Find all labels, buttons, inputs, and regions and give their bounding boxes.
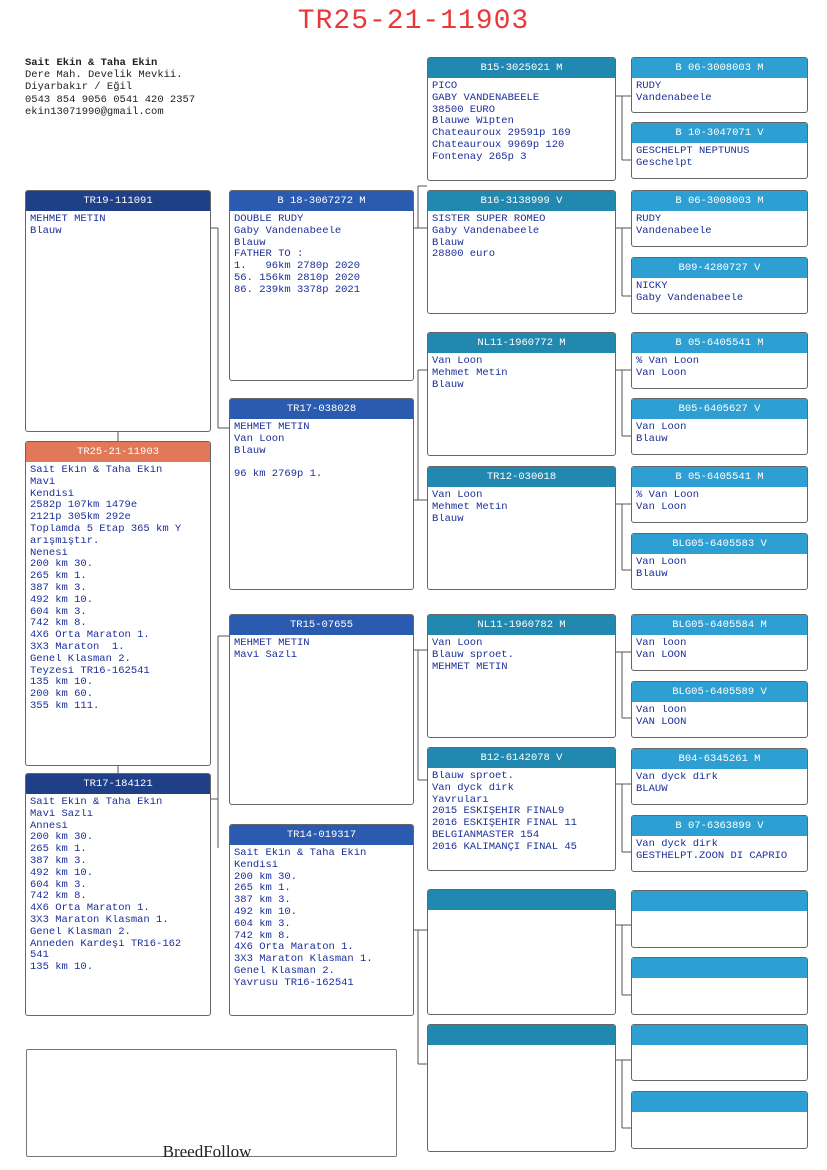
card-line: SISTER SUPER ROMEO xyxy=(432,214,546,225)
card-body xyxy=(632,1045,807,1048)
card-line: Van LOON xyxy=(636,649,687,661)
pedigree-card-ddss[interactable] xyxy=(631,890,808,948)
card-line: 2015 ESKİŞEHİR FİNAL9 xyxy=(432,806,565,818)
card-line: 86. 239km 3378p 2021 xyxy=(234,284,361,296)
card-line: GABY VANDENABEELE xyxy=(432,92,540,104)
card-body xyxy=(632,78,807,105)
card-body xyxy=(632,978,807,981)
card-line: Genel Klasman 2. xyxy=(30,653,131,665)
ring-number xyxy=(428,1025,615,1045)
card-line: 492 km 10. xyxy=(234,906,298,918)
ring-number: TR12-030018 xyxy=(428,467,615,487)
card-line: Blauw xyxy=(30,225,62,237)
card-line: VAN LOON xyxy=(636,716,687,728)
ring-number xyxy=(632,958,807,978)
card-line: 2582p 107km 1479e xyxy=(30,500,138,512)
ring-number: B 07-6363899 V xyxy=(632,816,807,836)
card-body xyxy=(428,353,615,391)
pedigree-card-sdd[interactable] xyxy=(427,466,616,590)
card-line: % Van Loon xyxy=(636,490,700,501)
card-line: 1. 96km 2780p 2020 xyxy=(234,261,361,273)
card-body xyxy=(428,1045,615,1048)
pedigree-card-subject[interactable] xyxy=(25,441,211,766)
card-line: 28800 euro xyxy=(432,249,496,261)
owner-email[interactable]: ekin13071990@gmail.com xyxy=(25,105,164,118)
card-line: Van loon xyxy=(636,638,687,649)
card-line: 4X6 Orta Maraton 1. xyxy=(30,630,150,642)
card-body xyxy=(26,211,210,238)
pedigree-card-sss[interactable] xyxy=(427,57,616,181)
card-line: Van Loon xyxy=(636,367,687,379)
ring-number: BLG05-6405583 V xyxy=(632,534,807,554)
card-line: NICKY xyxy=(636,281,668,292)
card-body xyxy=(26,794,210,974)
ring-number: B05-6405627 V xyxy=(632,399,807,419)
card-line: Van Loon xyxy=(432,638,483,649)
card-line: 38500 EURO xyxy=(432,104,496,116)
card-line: Van dyck dirk xyxy=(636,772,718,783)
pedigree-card-dam-sire[interactable] xyxy=(229,614,414,805)
card-line: Mavi xyxy=(30,476,56,488)
card-body xyxy=(428,78,615,164)
card-line xyxy=(234,457,409,469)
card-line: Blauw xyxy=(636,568,668,580)
card-line: 3X3 Maraton 1. xyxy=(30,641,125,653)
pedigree-card-sds[interactable] xyxy=(427,332,616,456)
card-line: 4X6 Orta Maraton 1. xyxy=(30,903,150,915)
card-line: Van dyck dirk xyxy=(636,839,718,850)
card-body xyxy=(632,211,807,238)
pedigree-card-ssd[interactable] xyxy=(427,190,616,314)
card-line: 604 km 3. xyxy=(30,606,87,618)
card-body xyxy=(428,487,615,525)
card-line: 200 km 30. xyxy=(30,832,94,844)
card-line: Genel Klasman 2. xyxy=(30,926,131,938)
card-line: 387 km 3. xyxy=(30,855,87,867)
ring-number: NL11-1960782 M xyxy=(428,615,615,635)
pedigree-card-dssd[interactable] xyxy=(631,681,808,738)
card-body xyxy=(230,635,413,662)
card-line: Van Loon xyxy=(636,501,687,513)
pedigree-card-ssds[interactable] xyxy=(631,190,808,247)
card-line: 604 km 3. xyxy=(234,918,291,930)
ring-number: BLG05-6405589 V xyxy=(632,682,807,702)
card-line: 387 km 3. xyxy=(30,582,87,594)
ring-number: B 05-6405541 M xyxy=(632,333,807,353)
card-line: 56. 156km 2810p 2020 xyxy=(234,272,361,284)
card-line: Sait Ekin & Taha Ekin xyxy=(30,797,163,808)
ring-number: B12-6142078 V xyxy=(428,748,615,768)
card-line: Anneden Kardeşi TR16-162 xyxy=(30,938,182,950)
card-line: Yavrusu TR16-162541 xyxy=(234,977,354,989)
card-line: 604 km 3. xyxy=(30,879,87,891)
ring-number: TR25-21-11903 xyxy=(26,442,210,462)
card-line: Blauw sproet. xyxy=(432,649,514,661)
card-body xyxy=(632,278,807,305)
card-line: PICO xyxy=(432,81,458,92)
ring-number: TR15-07655 xyxy=(230,615,413,635)
card-line: 742 km 8. xyxy=(30,891,87,903)
ring-number xyxy=(632,1092,807,1112)
card-body xyxy=(632,353,807,380)
card-line: Gaby Vandenabeele xyxy=(234,225,342,237)
card-body xyxy=(632,419,807,446)
card-line: Nenesi xyxy=(30,547,68,559)
card-line: 2016 KALİMANÇİ FİNAL 45 xyxy=(432,841,577,853)
card-line: 200 km 30. xyxy=(30,559,94,571)
pedigree-card-dsss[interactable] xyxy=(631,614,808,671)
card-line: Gaby Vandenabeele xyxy=(636,292,744,304)
card-line: 387 km 3. xyxy=(234,895,291,907)
pedigree-card-sdsd[interactable] xyxy=(631,398,808,455)
card-line: Teyzesi TR16-162541 xyxy=(30,665,150,677)
card-line: GESTHELPT.ZOON DI CAPRIO xyxy=(636,850,788,862)
card-line: 3X3 Maraton Klasman 1. xyxy=(234,954,373,966)
card-line: RUDY xyxy=(636,81,662,92)
card-line: MEHMET METİN xyxy=(234,422,310,433)
card-body xyxy=(632,143,807,170)
card-line: 492 km 10. xyxy=(30,594,94,606)
card-line: 355 km 111. xyxy=(30,700,100,712)
card-line: Chateauroux 9969p 120 xyxy=(432,139,565,151)
card-line: MEHMET METİN xyxy=(234,638,310,649)
pedigree-card-sdss[interactable] xyxy=(631,332,808,389)
card-line: arışmıştır. xyxy=(30,535,100,547)
card-line: BELGİANMASTER 154 xyxy=(432,829,540,841)
pedigree-card-dss[interactable] xyxy=(427,614,616,738)
card-line: DOUBLE RUDY xyxy=(234,214,304,225)
card-body xyxy=(632,911,807,914)
card-line: 3X3 Maraton Klasman 1. xyxy=(30,914,169,926)
brand-footer: BreedFollow xyxy=(162,1142,252,1161)
card-line: Sait Ekin & Taha Ekin xyxy=(30,465,163,476)
card-body xyxy=(230,419,413,481)
card-line: BLAUW xyxy=(636,783,668,795)
card-body xyxy=(632,635,807,662)
card-body xyxy=(632,836,807,863)
card-line: Van dyck dirk xyxy=(432,782,514,794)
pedigree-title: TR25-21-11903 xyxy=(297,6,530,37)
card-line: 742 km 8. xyxy=(30,618,87,630)
pedigree-card-sire-sire[interactable] xyxy=(229,190,414,381)
card-line: Blauwe Wipten xyxy=(432,116,514,128)
card-line: 2121p 305km 292e xyxy=(30,512,131,524)
owner-name: Sait Ekin & Taha Ekin xyxy=(25,57,158,69)
card-line: Van Loon xyxy=(636,422,687,433)
card-body xyxy=(26,462,210,713)
ring-number xyxy=(632,1025,807,1045)
card-line: Fontenay 265p 3 xyxy=(432,151,527,163)
ring-number: B15-3025021 M xyxy=(428,58,615,78)
card-line: % Van Loon xyxy=(636,356,700,367)
card-line: Blauw xyxy=(432,513,464,525)
ring-number: BLG05-6405584 M xyxy=(632,615,807,635)
card-line: Mehmet Metin xyxy=(432,367,508,379)
ring-number: B 05-6405541 M xyxy=(632,467,807,487)
owner-phone: 0543 854 9056 0541 420 2357 xyxy=(25,93,196,106)
card-body xyxy=(632,702,807,729)
owner-address-line1: Dere Mah. Develik Mevkii. xyxy=(25,69,183,82)
pedigree-card-ddsd[interactable] xyxy=(631,957,808,1015)
pedigree-card-sddd[interactable] xyxy=(631,533,808,590)
card-line: Van Loon xyxy=(636,557,687,568)
ring-number: B 18-3067272 M xyxy=(230,191,413,211)
ring-number: B 06-3008003 M xyxy=(632,58,807,78)
pedigree-card-dam[interactable] xyxy=(25,773,211,1016)
card-line: 265 km 1. xyxy=(234,883,291,895)
card-line: Yavruları xyxy=(432,794,489,806)
card-body xyxy=(230,211,413,297)
card-line: Kendisi xyxy=(234,859,279,871)
ring-number xyxy=(428,890,615,910)
card-line: 96 km 2769p 1. xyxy=(234,469,323,481)
card-line: 4X6 Orta Maraton 1. xyxy=(234,942,354,954)
ring-number: B16-3138999 V xyxy=(428,191,615,211)
card-line: Blauw xyxy=(636,433,668,445)
card-body xyxy=(632,554,807,581)
pedigree-card-dsd[interactable] xyxy=(427,747,616,871)
card-line: 135 km 10. xyxy=(30,677,94,689)
card-line: Blauw xyxy=(432,237,464,249)
pedigree-card-ddds[interactable] xyxy=(631,1024,808,1081)
ring-number: NL11-1960772 M xyxy=(428,333,615,353)
pedigree-card-dddd[interactable] xyxy=(631,1091,808,1149)
card-line: 492 km 10. xyxy=(30,867,94,879)
pedigree-card-ssss[interactable] xyxy=(631,57,808,113)
card-line: GESCHELPT NEPTUNUS xyxy=(636,146,750,157)
card-line: Toplamda 5 Etap 365 km Y xyxy=(30,523,182,535)
pedigree-card-ssdd[interactable] xyxy=(631,257,808,314)
card-line: Blauw sproet. xyxy=(432,771,514,782)
card-line: Blauw xyxy=(234,237,266,249)
pedigree-card-dsdd[interactable] xyxy=(631,815,808,872)
card-body xyxy=(428,768,615,854)
ring-number: TR19-111091 xyxy=(26,191,210,211)
card-body xyxy=(428,211,615,261)
card-line: Mavi Sazlı xyxy=(234,649,298,661)
card-line: RUDY xyxy=(636,214,662,225)
card-line: Mavi Sazlı xyxy=(30,808,94,820)
pedigree-card-sssd[interactable] xyxy=(631,122,808,179)
card-line: 265 km 1. xyxy=(30,844,87,856)
notes-box[interactable] xyxy=(26,1049,397,1157)
card-line: Vandenabeele xyxy=(636,225,712,237)
card-line: Geschelpt xyxy=(636,157,693,169)
card-line: 2016 ESKİŞEHİR FİNAL 11 xyxy=(432,818,577,830)
card-line: 265 km 1. xyxy=(30,571,87,583)
card-line: Chateauroux 29591p 169 xyxy=(432,128,571,140)
card-line: 541 xyxy=(30,950,49,962)
card-line: 135 km 10. xyxy=(30,962,94,974)
ring-number: B 06-3008003 M xyxy=(632,191,807,211)
pedigree-card-dsds[interactable] xyxy=(631,748,808,805)
card-line: Kendisi xyxy=(30,488,75,500)
card-line: Mehmet Metin xyxy=(432,501,508,513)
pedigree-card-dam-dam[interactable] xyxy=(229,824,414,1016)
ring-number: TR14-019317 xyxy=(230,825,413,845)
card-body xyxy=(230,845,413,990)
card-line: Van Loon xyxy=(234,433,285,445)
ring-number xyxy=(632,891,807,911)
card-body xyxy=(428,635,615,673)
pedigree-card-sire[interactable] xyxy=(25,190,211,432)
pedigree-card-ddd[interactable] xyxy=(427,1024,616,1152)
card-line: MEHMET METİN xyxy=(432,661,508,673)
card-line: Genel Klasman 2. xyxy=(234,965,335,977)
card-line: Van loon xyxy=(636,705,687,716)
card-body xyxy=(428,910,615,913)
card-line: Van Loon xyxy=(432,490,483,501)
ring-number: B04-6345261 M xyxy=(632,749,807,769)
card-line: 742 km 8. xyxy=(234,930,291,942)
ring-number: TR17-184121 xyxy=(26,774,210,794)
owner-address-line2: Diyarbakır / Eğil xyxy=(25,81,133,94)
card-body xyxy=(632,487,807,514)
pedigree-card-sire-dam[interactable] xyxy=(229,398,414,590)
pedigree-card-dds[interactable] xyxy=(427,889,616,1015)
card-line: Van Loon xyxy=(432,356,483,367)
card-line: MEHMET METİN xyxy=(30,214,106,225)
card-body xyxy=(632,1112,807,1115)
card-line: Blauw xyxy=(234,445,266,457)
pedigree-card-sdds[interactable] xyxy=(631,466,808,523)
card-line: 200 km 60. xyxy=(30,689,94,701)
ring-number: B09-4280727 V xyxy=(632,258,807,278)
card-line: Blauw xyxy=(432,379,464,391)
card-body xyxy=(632,769,807,796)
card-line: Vandenabeele xyxy=(636,92,712,104)
card-line: Sait Ekin & Taha Ekin xyxy=(234,848,367,859)
ring-number: B 10-3047071 V xyxy=(632,123,807,143)
card-line: Gaby Vandenabeele xyxy=(432,225,540,237)
card-line: FATHER TO : xyxy=(234,249,304,261)
card-line: Annesi xyxy=(30,820,68,832)
ring-number: TR17-038028 xyxy=(230,399,413,419)
card-line: 200 km 30. xyxy=(234,871,298,883)
